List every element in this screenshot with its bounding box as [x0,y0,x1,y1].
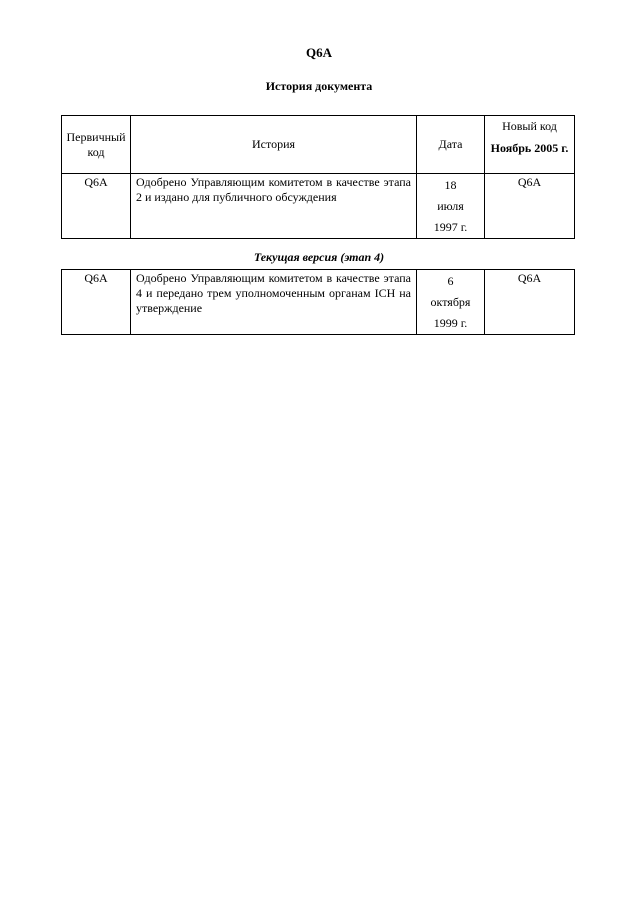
table-row [62,270,575,335]
row-date-year: 1999 г. [433,316,468,330]
row-code: Q6A [62,270,131,335]
row-history: Одобрено Управляющим комитетом в качестве этапа 2 и издано для публичного обсуждения [131,174,417,239]
header-primary-code: Первичный код [62,116,131,174]
row-date-month: октября [430,295,471,309]
table-row [62,174,575,239]
header-new-code [485,116,575,174]
current-version-heading: Текущая версия (этап 4) [253,250,385,264]
history-table-header [62,116,575,174]
current-version-table [61,269,575,335]
document-subtitle: История документа [265,79,373,93]
row-history: Одобрено Управляющим комитетом в качестве этапа 4 и передано трем уполномоченным органам ICH на утверждение [131,270,417,335]
header-history: История [131,116,417,174]
row-date [417,174,485,239]
row-new-code: Q6A [485,174,575,239]
row-date-month: июля [437,199,464,213]
row-new-code: Q6A [485,270,575,335]
row-date-day: 6 [447,274,454,288]
row-date-year: 1997 г. [433,220,468,234]
history-table [61,115,575,239]
row-date [417,270,485,335]
header-new-code-value: Ноябрь 2005 г. [490,141,569,155]
document-title: Q6A [306,45,332,60]
header-date: Дата [417,116,485,174]
row-code: Q6A [62,174,131,239]
header-new-code-label: Новый код [502,119,557,133]
row-date-day: 18 [444,178,457,192]
